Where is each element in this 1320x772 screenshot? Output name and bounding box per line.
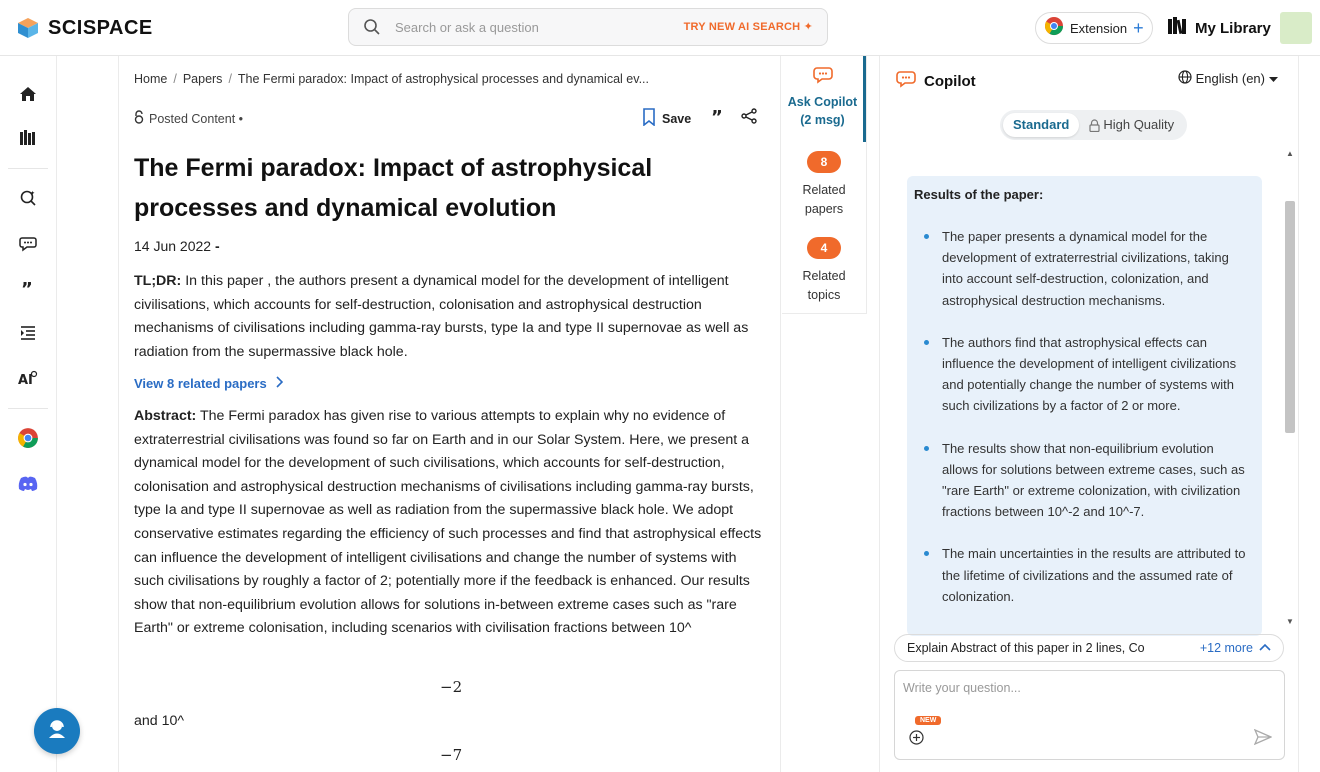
side-tab-column [782, 56, 867, 314]
chrome-icon [1044, 16, 1064, 41]
library-icon[interactable] [17, 127, 39, 149]
copilot-title: Copilot [924, 72, 976, 90]
library-icon [1167, 16, 1187, 41]
publication-date: 14 Jun 2022 - [134, 238, 220, 254]
brand-name: SCISPACE [48, 16, 153, 39]
ai-detector-icon[interactable] [17, 367, 39, 389]
share-icon[interactable] [741, 108, 757, 129]
copilot-icon [782, 66, 863, 87]
breadcrumb-home[interactable]: Home [134, 72, 168, 86]
question-box [894, 670, 1285, 760]
scroll-down-arrow[interactable]: ▼ [1286, 617, 1294, 626]
chevron-up-icon[interactable] [1259, 640, 1271, 654]
paper-content [118, 56, 781, 772]
ai-search-icon[interactable] [17, 187, 39, 209]
tab-related-papers[interactable] [782, 151, 866, 231]
lock-icon [1089, 119, 1100, 132]
discord-icon[interactable] [17, 473, 39, 495]
my-library-link[interactable] [1167, 16, 1271, 41]
list-item: The main uncertainties in the results are attributed to the lifetime of civilizations and the assumed rate of colonization. [922, 543, 1252, 607]
my-library-label: My Library [1195, 20, 1271, 37]
support-agent-icon [46, 718, 68, 745]
new-badge: NEW [915, 716, 941, 725]
top-bar [0, 0, 1320, 56]
tab-related-topics-label: Related topics [802, 269, 846, 302]
content-type-label: Posted Content [149, 111, 236, 126]
svg-text:”: ” [21, 279, 33, 297]
suggestion-text: Explain Abstract of this paper in 2 lines, Co [907, 641, 1145, 655]
svg-text:AI: AI [18, 373, 33, 387]
avatar[interactable] [1280, 12, 1312, 44]
plus-icon: + [1133, 18, 1144, 38]
breadcrumb-current: The Fermi paradox: Impact of astrophysical processes and dynamical ev... [237, 72, 649, 86]
ai-search-link[interactable] [684, 20, 813, 33]
copilot-header [896, 70, 976, 92]
home-icon[interactable] [17, 83, 39, 105]
scroll-up-arrow[interactable]: ▲ [1286, 149, 1294, 158]
view-related-papers-link[interactable] [134, 376, 283, 391]
tab-related-topics[interactable] [782, 237, 866, 313]
extension-label: Extension [1070, 20, 1128, 36]
view-related-label: View 8 related papers [134, 376, 267, 391]
breadcrumb: Home / Papers / The Fermi paradox: Impact of astrophysical processes and dynamical ev... [134, 72, 649, 86]
related-papers-count: 8 [807, 151, 841, 173]
cite-icon[interactable] [711, 109, 725, 128]
copilot-panel [879, 56, 1299, 772]
paper-title: The Fermi paradox: Impact of astrophysical processes and dynamical evolution [134, 154, 653, 222]
tldr-section [134, 270, 766, 364]
list-item: The paper presents a dynamical model for the development of extraterrestrial civilizations, taking into account self-destruction, colonization, and astrophysical destruction mechanisms. [922, 226, 1252, 311]
left-nav-rail [0, 56, 57, 772]
content-type: Posted Content • [134, 110, 243, 127]
send-icon[interactable] [1254, 729, 1272, 750]
answer-title: Results of the paper: [914, 187, 1044, 202]
copilot-icon [896, 70, 916, 92]
search-bar[interactable] [348, 8, 828, 46]
search-input[interactable] [395, 20, 655, 35]
ai-search-label: TRY NEW AI SEARCH [683, 21, 801, 33]
date-text: 14 Jun 2022 [134, 238, 212, 254]
abstract-section [134, 405, 766, 641]
chevron-right-icon [275, 376, 283, 391]
tab-ask-copilot[interactable] [782, 56, 866, 142]
save-label: Save [662, 111, 692, 126]
caret-down-icon [1269, 71, 1278, 86]
logo[interactable] [16, 14, 153, 42]
math-exponent-2: −7 [440, 746, 463, 764]
bookmark-icon [642, 108, 656, 129]
mode-standard[interactable]: Standard [1003, 113, 1079, 137]
abstract-continuation: and 10^ [134, 713, 185, 729]
sparkle-icon: ✦ [803, 21, 813, 33]
abstract-text: The Fermi paradox has given rise to various attempts to explain why no evidence of extraterrestrial civilisations was found so far on Earth and in our Solar System. Here, we present a dynamical model for the development of such civilisations, which accounts for self-destruction, colonisation and astrophysical destruction mechanisms of civilisations including gamma-ray bursts, type Ia and type II supernovae as well as radiation from the supermassive black hole. We adopt conservative estimates regarding the efficiency of such processes and find that astrophysical effects can influence the development of intelligent civilisations and change the number of systems with such civilisations by roughly a factor of 2; potentially more if the feedback is enhanced. Our results show that non-equilibrium evolution allows for solutions in-between extreme cases such as "rare Earth" or extreme colonisation, including scenarios with civilisation fractions between 10^ [134, 408, 762, 637]
paraphrase-icon[interactable] [17, 322, 39, 344]
question-input[interactable] [903, 681, 1263, 695]
language-label: English (en) [1195, 71, 1265, 86]
search-icon [363, 18, 381, 36]
logo-icon [16, 16, 40, 40]
rail-divider [8, 168, 48, 169]
paper-actions [642, 108, 757, 129]
add-circle-icon[interactable] [909, 730, 924, 750]
mode-high-quality-label: High Quality [1103, 117, 1175, 132]
extension-button[interactable] [1035, 12, 1153, 44]
mode-high-quality[interactable] [1079, 113, 1184, 137]
svg-text:✦: ✦ [30, 191, 36, 197]
tldr-label: TL;DR: [134, 273, 182, 289]
math-exponent-1: −2 [440, 678, 463, 696]
svg-text:”: ” [711, 109, 724, 123]
tldr-text: In this paper , the authors present a dynamical model for the development of intelligent civilisations, which accounts for self-destruction, colonisation and astrophysical destruction mechanisms of civilisations including gamma-ray bursts, type Ia and type II supernovae as well as radiation from the supermassive black hole. [134, 273, 749, 360]
breadcrumb-papers[interactable]: Papers [182, 72, 223, 86]
language-selector[interactable] [1178, 70, 1278, 87]
list-item: The results show that non-equilibrium evolution allows for solutions between extreme cases, such as "rare Earth" or extreme colonization, with civilization fractions between 10^-2 and 10^-7. [922, 438, 1252, 523]
tab-ask-copilot-label: Ask Copilot [787, 95, 858, 109]
tab-related-papers-label: Related papers [802, 183, 846, 216]
related-topics-count: 4 [807, 237, 841, 259]
answer-list [922, 226, 1252, 628]
scrollbar-thumb[interactable] [1285, 201, 1295, 433]
support-chat-button[interactable] [34, 708, 80, 754]
save-button[interactable] [642, 108, 691, 129]
chrome-extension-icon[interactable] [17, 427, 39, 449]
chat-icon[interactable] [17, 232, 39, 254]
more-suggestions-link[interactable]: +12 more [1199, 641, 1253, 655]
open-access-icon [134, 110, 144, 127]
abstract-label: Abstract: [134, 408, 197, 424]
rail-divider [8, 408, 48, 409]
citation-icon[interactable] [17, 277, 39, 299]
copilot-answer [907, 176, 1262, 636]
list-item: The authors find that astrophysical effects can influence the development of intelligent civilizations and potentially change the number of systems with such civilizations by a factor of 2 or more. [922, 332, 1252, 417]
globe-icon [1178, 70, 1192, 87]
quality-mode-toggle [1000, 110, 1187, 140]
suggested-question[interactable] [894, 634, 1284, 662]
tab-ask-copilot-count: (2 msg) [800, 113, 845, 127]
